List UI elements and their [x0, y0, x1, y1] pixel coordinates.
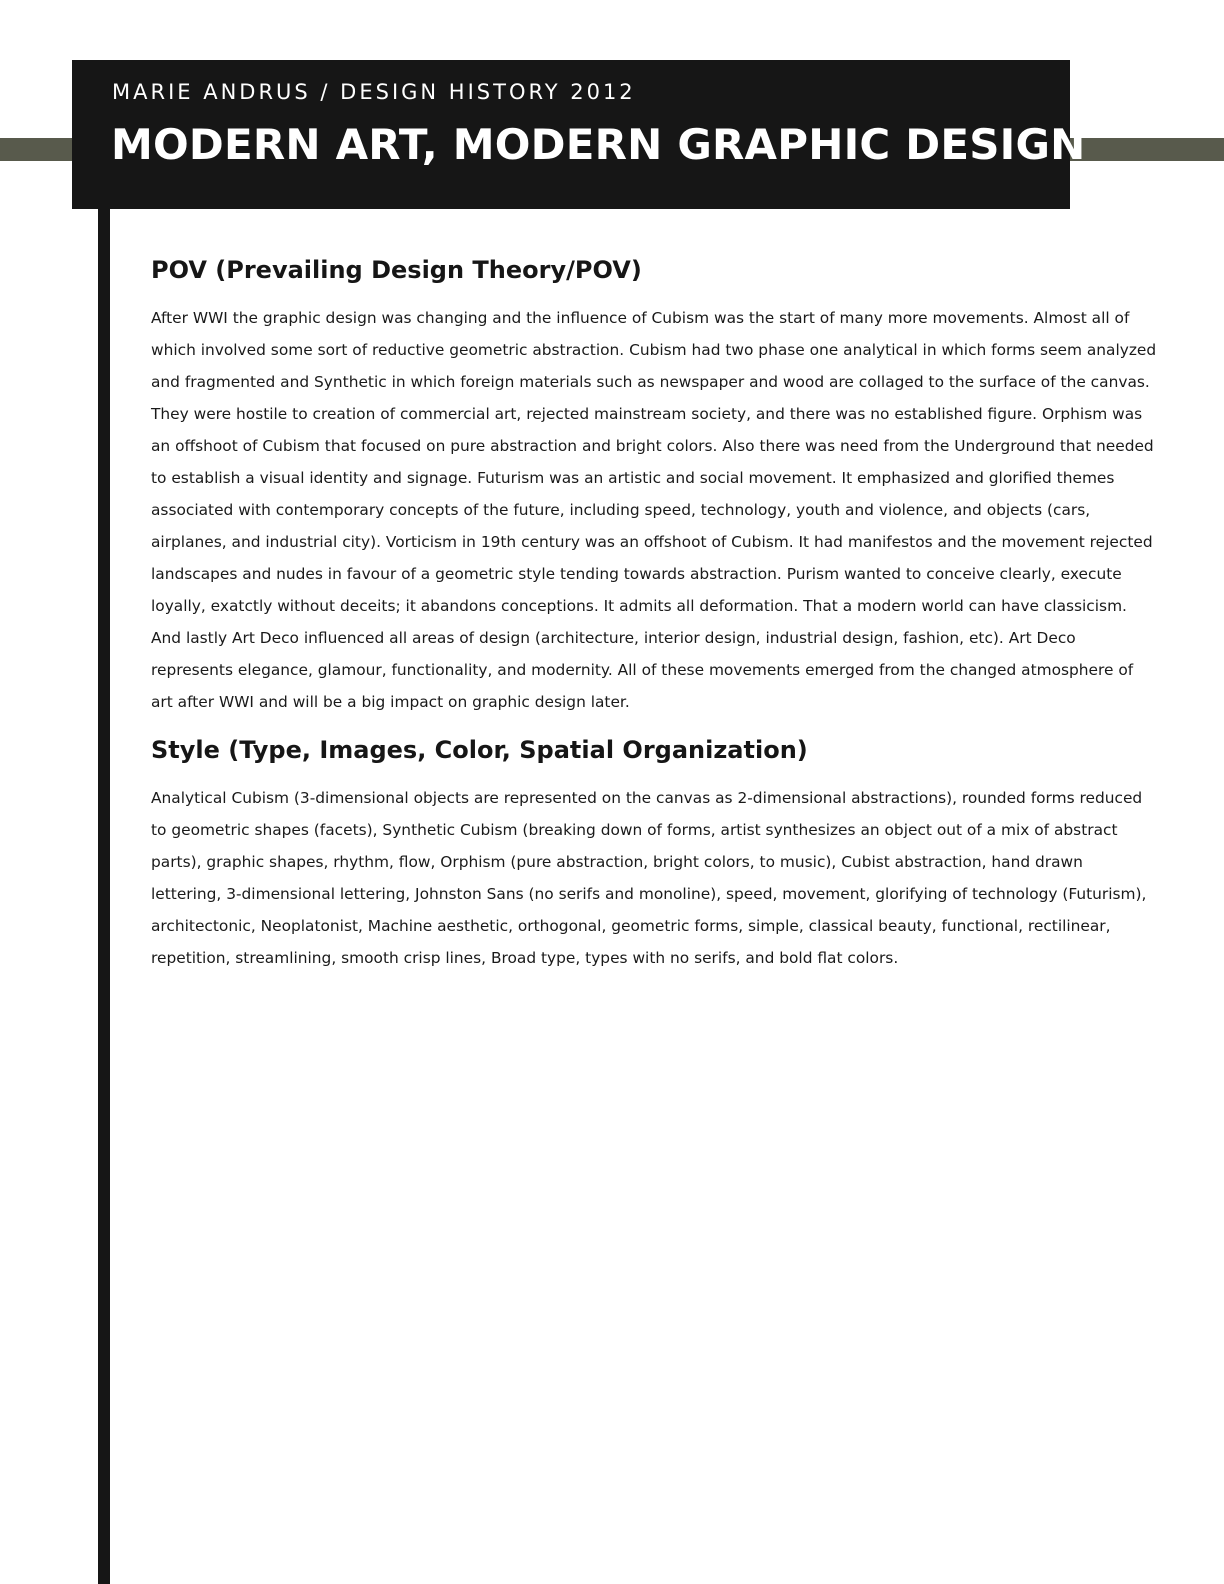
- style-paragraph: Analytical Cubism (3-dimensional objects are represented on the canvas as 2-dimensional abstractions), rounded forms reduced to geometric shapes (facets), Synthetic Cubism (breaking down of forms, artist synthesizes an object out of a mix of abstract parts), graphic shapes, rhythm, flow, Orphism (pure abstraction, bright colors, to music), Cubist abstraction, hand drawn lettering, 3-dimensional lettering, Johnston Sans (no serifs and monoline), speed, movement, glorifying of technology (Futurism), architectonic, Neoplatonist, Machine aesthetic, orthogonal, geometric forms, simple, classical beauty, functional, rectilinear, repetition, streamlining, smooth crisp lines, Broad type, types with no serifs, and bold flat colors.: [151, 789, 1147, 967]
- pov-heading: POV (Prevailing Design Theory/POV): [151, 256, 642, 284]
- page-title: MODERN ART, MODERN GRAPHIC DESIGN: [111, 120, 1086, 169]
- style-section: [151, 732, 1157, 974]
- pov-section: [151, 252, 1157, 718]
- vertical-rule: [98, 200, 110, 1584]
- pov-paragraph: After WWI the graphic design was changing and the influence of Cubism was the start of many more movements. Almost all of which involved some sort of reductive geometric abstraction. Cubism had two phase one analytical in which forms seem analyzed and fragmented and Synthetic in which foreign materials such as newspaper and wood are collaged to the surface of the canvas. They were hostile to creation of commercial art, rejected mainstream society, and there was no established figure. Orphism was an offshoot of Cubism that focused on pure abstraction and bright colors. Also there was need from the Underground that needed to establish a visual identity and signage. Futurism was an artistic and social movement. It emphasized and glorified themes associated with contemporary concepts of the future, including speed, technology, youth and violence, and objects (cars, airplanes, and industrial city). Vorticism in 19th century was an offshoot of Cubism. It had manifestos and the movement rejected landscapes and nudes in favour of a geometric style tending towards abstraction. Purism wanted to conceive clearly, execute loyally, exatctly without deceits; it abandons conceptions. It admits all deformation. That a modern world can have classicism. And lastly Art Deco influenced all areas of design (architecture, interior design, industrial design, fashion, etc). Art Deco represents elegance, glamour, functionality, and modernity. All of these movements emerged from the changed atmosphere of art after WWI and will be a big impact on graphic design later.: [151, 309, 1157, 711]
- style-heading: Style (Type, Images, Color, Spatial Organization): [151, 736, 808, 764]
- document-body: [151, 252, 1157, 974]
- author-byline: MARIE ANDRUS / DESIGN HISTORY 2012: [112, 80, 636, 104]
